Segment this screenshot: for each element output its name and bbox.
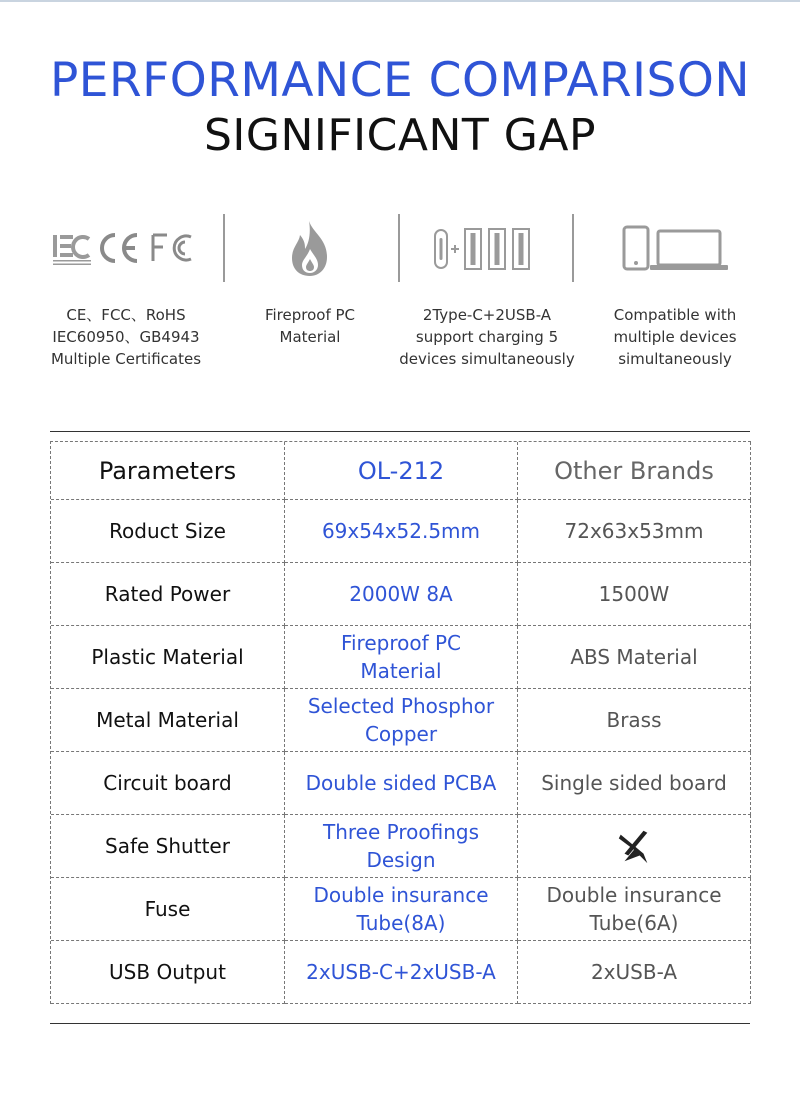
ours-cell xyxy=(285,815,518,878)
ours-text: Double insurance xyxy=(313,883,489,907)
ours-text: Design xyxy=(366,848,436,872)
certification-logos-icon xyxy=(30,214,222,284)
feature-text-line: Multiple Certificates xyxy=(50,350,202,368)
ours-text: Copper xyxy=(364,722,438,746)
feature-text-line: Material xyxy=(279,328,341,346)
param-cell: Metal Material xyxy=(51,689,285,752)
feature-divider xyxy=(572,214,574,282)
other-cell xyxy=(518,878,751,941)
cross-icon xyxy=(615,827,653,865)
ours-text: Three Proofings xyxy=(323,820,479,844)
ours-cell xyxy=(285,689,518,752)
feature-text-line: 2Type-C+2USB-A xyxy=(422,306,552,324)
other-text: Single sided board xyxy=(541,771,727,795)
ours-cell xyxy=(285,941,518,1004)
ours-text: Selected Phosphor xyxy=(307,694,495,718)
other-text: Brass xyxy=(606,708,662,732)
other-cell xyxy=(518,941,751,1004)
devices-icon xyxy=(590,214,760,284)
feature-text-line: simultaneously xyxy=(618,350,732,368)
param-cell: Roduct Size xyxy=(51,500,285,563)
feature-text-line: devices simultaneously xyxy=(399,350,575,368)
feature-ports xyxy=(392,214,582,374)
table-bottom-rule xyxy=(50,1023,750,1024)
param-cell: Fuse xyxy=(51,878,285,941)
ours-cell xyxy=(285,563,518,626)
comparison-table xyxy=(50,441,751,1004)
param-cell: Plastic Material xyxy=(51,626,285,689)
param-cell: USB Output xyxy=(51,941,285,1004)
ours-text: 2xUSB-C+2xUSB-A xyxy=(306,960,496,984)
page-title: PERFORMANCE COMPARISON xyxy=(49,53,751,108)
ours-cell xyxy=(285,500,518,563)
ours-text: Fireproof PC xyxy=(340,631,462,655)
feature-fireproof xyxy=(225,214,395,374)
ours-text: 2000W 8A xyxy=(349,582,453,606)
other-cell xyxy=(518,752,751,815)
table-row xyxy=(51,563,751,626)
feature-text-line: Compatible with xyxy=(613,306,737,324)
param-cell: Rated Power xyxy=(51,563,285,626)
table-row xyxy=(51,689,751,752)
ours-cell xyxy=(285,626,518,689)
top-divider xyxy=(0,0,800,2)
iec-logo xyxy=(53,235,91,265)
other-text: Double insurance xyxy=(546,883,722,907)
ours-text: Material xyxy=(360,659,442,683)
ce-logo xyxy=(102,235,137,261)
other-text: Tube(6A) xyxy=(589,911,679,935)
page-subtitle: SIGNIFICANT GAP xyxy=(203,110,596,161)
other-text: 2xUSB-A xyxy=(590,960,678,984)
table-row xyxy=(51,626,751,689)
table-header-row xyxy=(51,442,751,500)
other-cell xyxy=(518,626,751,689)
other-cell xyxy=(518,563,751,626)
table-row xyxy=(51,878,751,941)
ours-cell xyxy=(285,878,518,941)
ours-text: Tube(8A) xyxy=(356,911,446,935)
other-cell xyxy=(518,689,751,752)
table-top-rule xyxy=(50,431,750,432)
header-parameters: Parameters xyxy=(51,442,285,500)
table-row xyxy=(51,941,751,1004)
other-cell xyxy=(518,500,751,563)
ours-cell xyxy=(285,752,518,815)
other-cell xyxy=(518,815,751,878)
param-cell: Circuit board xyxy=(51,752,285,815)
header-product: OL-212 xyxy=(285,442,518,500)
table-row xyxy=(51,752,751,815)
param-cell: Safe Shutter xyxy=(51,815,285,878)
ours-text: 69x54x52.5mm xyxy=(321,519,481,543)
feature-text-line: multiple devices xyxy=(613,328,737,346)
feature-text-line: support charging 5 xyxy=(415,328,559,346)
other-text: 72x63x53mm xyxy=(564,519,704,543)
feature-devices xyxy=(590,214,760,374)
ours-text: Double sided PCBA xyxy=(305,771,497,795)
flame-icon xyxy=(225,214,395,284)
other-text: ABS Material xyxy=(570,645,698,669)
feature-text-line: Fireproof PC xyxy=(264,306,356,324)
feature-text-line: CE、FCC、RoHS xyxy=(66,306,186,324)
table-row xyxy=(51,500,751,563)
feature-certifications xyxy=(30,214,222,374)
ports-icon xyxy=(392,214,582,284)
other-text: 1500W xyxy=(598,582,670,606)
feature-text-line: IEC60950、GB4943 xyxy=(52,328,200,346)
fc-logo xyxy=(153,235,191,261)
table-row xyxy=(51,815,751,878)
header-other-brands: Other Brands xyxy=(518,442,751,500)
